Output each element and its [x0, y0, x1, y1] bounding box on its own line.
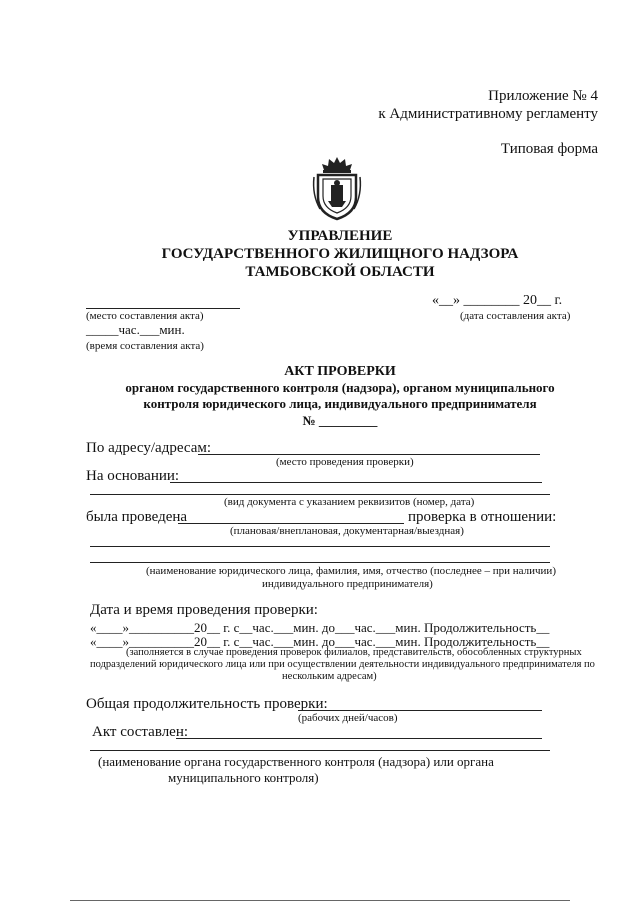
entity-caption-1: (наименование юридического лица, фамилия, имя, отчество (последнее – при наличии)	[146, 565, 556, 577]
appendix-number: Приложение № 4	[488, 88, 598, 104]
time-caption: (время составления акта)	[86, 340, 204, 352]
compiled-line	[176, 738, 542, 739]
compiled-label: Акт составлен:	[92, 724, 189, 740]
act-subtitle-2: контроля юридического лица, индивидуального предпринимателя	[143, 396, 537, 411]
basis-line	[170, 482, 542, 483]
compiled-caption-1: (наименование органа государственного контроля (надзора) или органа	[98, 754, 494, 769]
datetime-note-1: (заполняется в случае проведения проверок филиалов, представительств, обособленных структурных	[126, 647, 582, 658]
datetime-row-2: «____»__________20__ г. с__час.___мин. до___час.___мин. Продолжительность__	[90, 634, 550, 649]
duration-caption: (рабочих дней/часов)	[298, 712, 398, 724]
compiled-line-2	[90, 750, 550, 751]
form-type: Типовая форма	[500, 141, 598, 157]
conducted-line	[178, 523, 404, 524]
regulation-reference: к Административному регламенту	[378, 106, 598, 122]
agency-line-2: ГОСУДАРСТВЕННОГО ЖИЛИЩНОГО НАДЗОРА	[161, 246, 519, 262]
compiled-caption-2: муниципального контроля)	[168, 770, 319, 785]
act-subtitle-1: органом государственного контроля (надзора), органом муниципального	[125, 380, 555, 395]
agency-line-3: ТАМБОВСКОЙ ОБЛАСТИ	[245, 264, 435, 280]
entity-caption-2: индивидуального предпринимателя)	[262, 578, 433, 590]
date-fill: «__» ________ 20__ г.	[432, 293, 563, 308]
basis-label: На основании:	[86, 468, 180, 484]
address-caption: (место проведения проверки)	[276, 456, 414, 468]
datetime-note-2: подразделений юридического лица или при осуществлении деятельности индивидуального предпринимателя по	[90, 659, 595, 670]
basis-caption: (вид документа с указанием реквизитов (номер, дата)	[224, 496, 475, 508]
datetime-row-1: «____»__________20__ г. с__час.___мин. до___час.___мин. Продолжительность__	[90, 620, 550, 635]
time-fill: _____час.___мин.	[86, 322, 185, 337]
datetime-label: Дата и время проведения проверки:	[90, 602, 318, 618]
act-number: № _________	[302, 413, 378, 428]
place-line	[86, 308, 240, 309]
duration-line	[298, 710, 542, 711]
conducted-label: была проведена	[86, 509, 188, 525]
conducted-suffix: проверка в отношении:	[408, 509, 557, 525]
date-caption: (дата составления акта)	[460, 310, 571, 322]
coat-of-arms-icon	[310, 155, 364, 221]
address-line	[198, 454, 540, 455]
entity-line-2	[90, 562, 550, 563]
act-title: АКТ ПРОВЕРКИ	[284, 364, 396, 379]
conducted-caption: (плановая/внеплановая, документарная/выездная)	[230, 525, 464, 537]
place-caption: (место составления акта)	[86, 310, 204, 322]
agency-line-1: УПРАВЛЕНИЕ	[287, 228, 393, 244]
entity-line-1	[90, 546, 550, 547]
page-bottom-rule	[70, 900, 570, 901]
address-label: По адресу/адресам:	[86, 440, 212, 456]
datetime-note-3: нескольким адресам)	[282, 671, 377, 682]
basis-line-2	[90, 494, 550, 495]
duration-label: Общая продолжительность проверки:	[86, 696, 328, 712]
